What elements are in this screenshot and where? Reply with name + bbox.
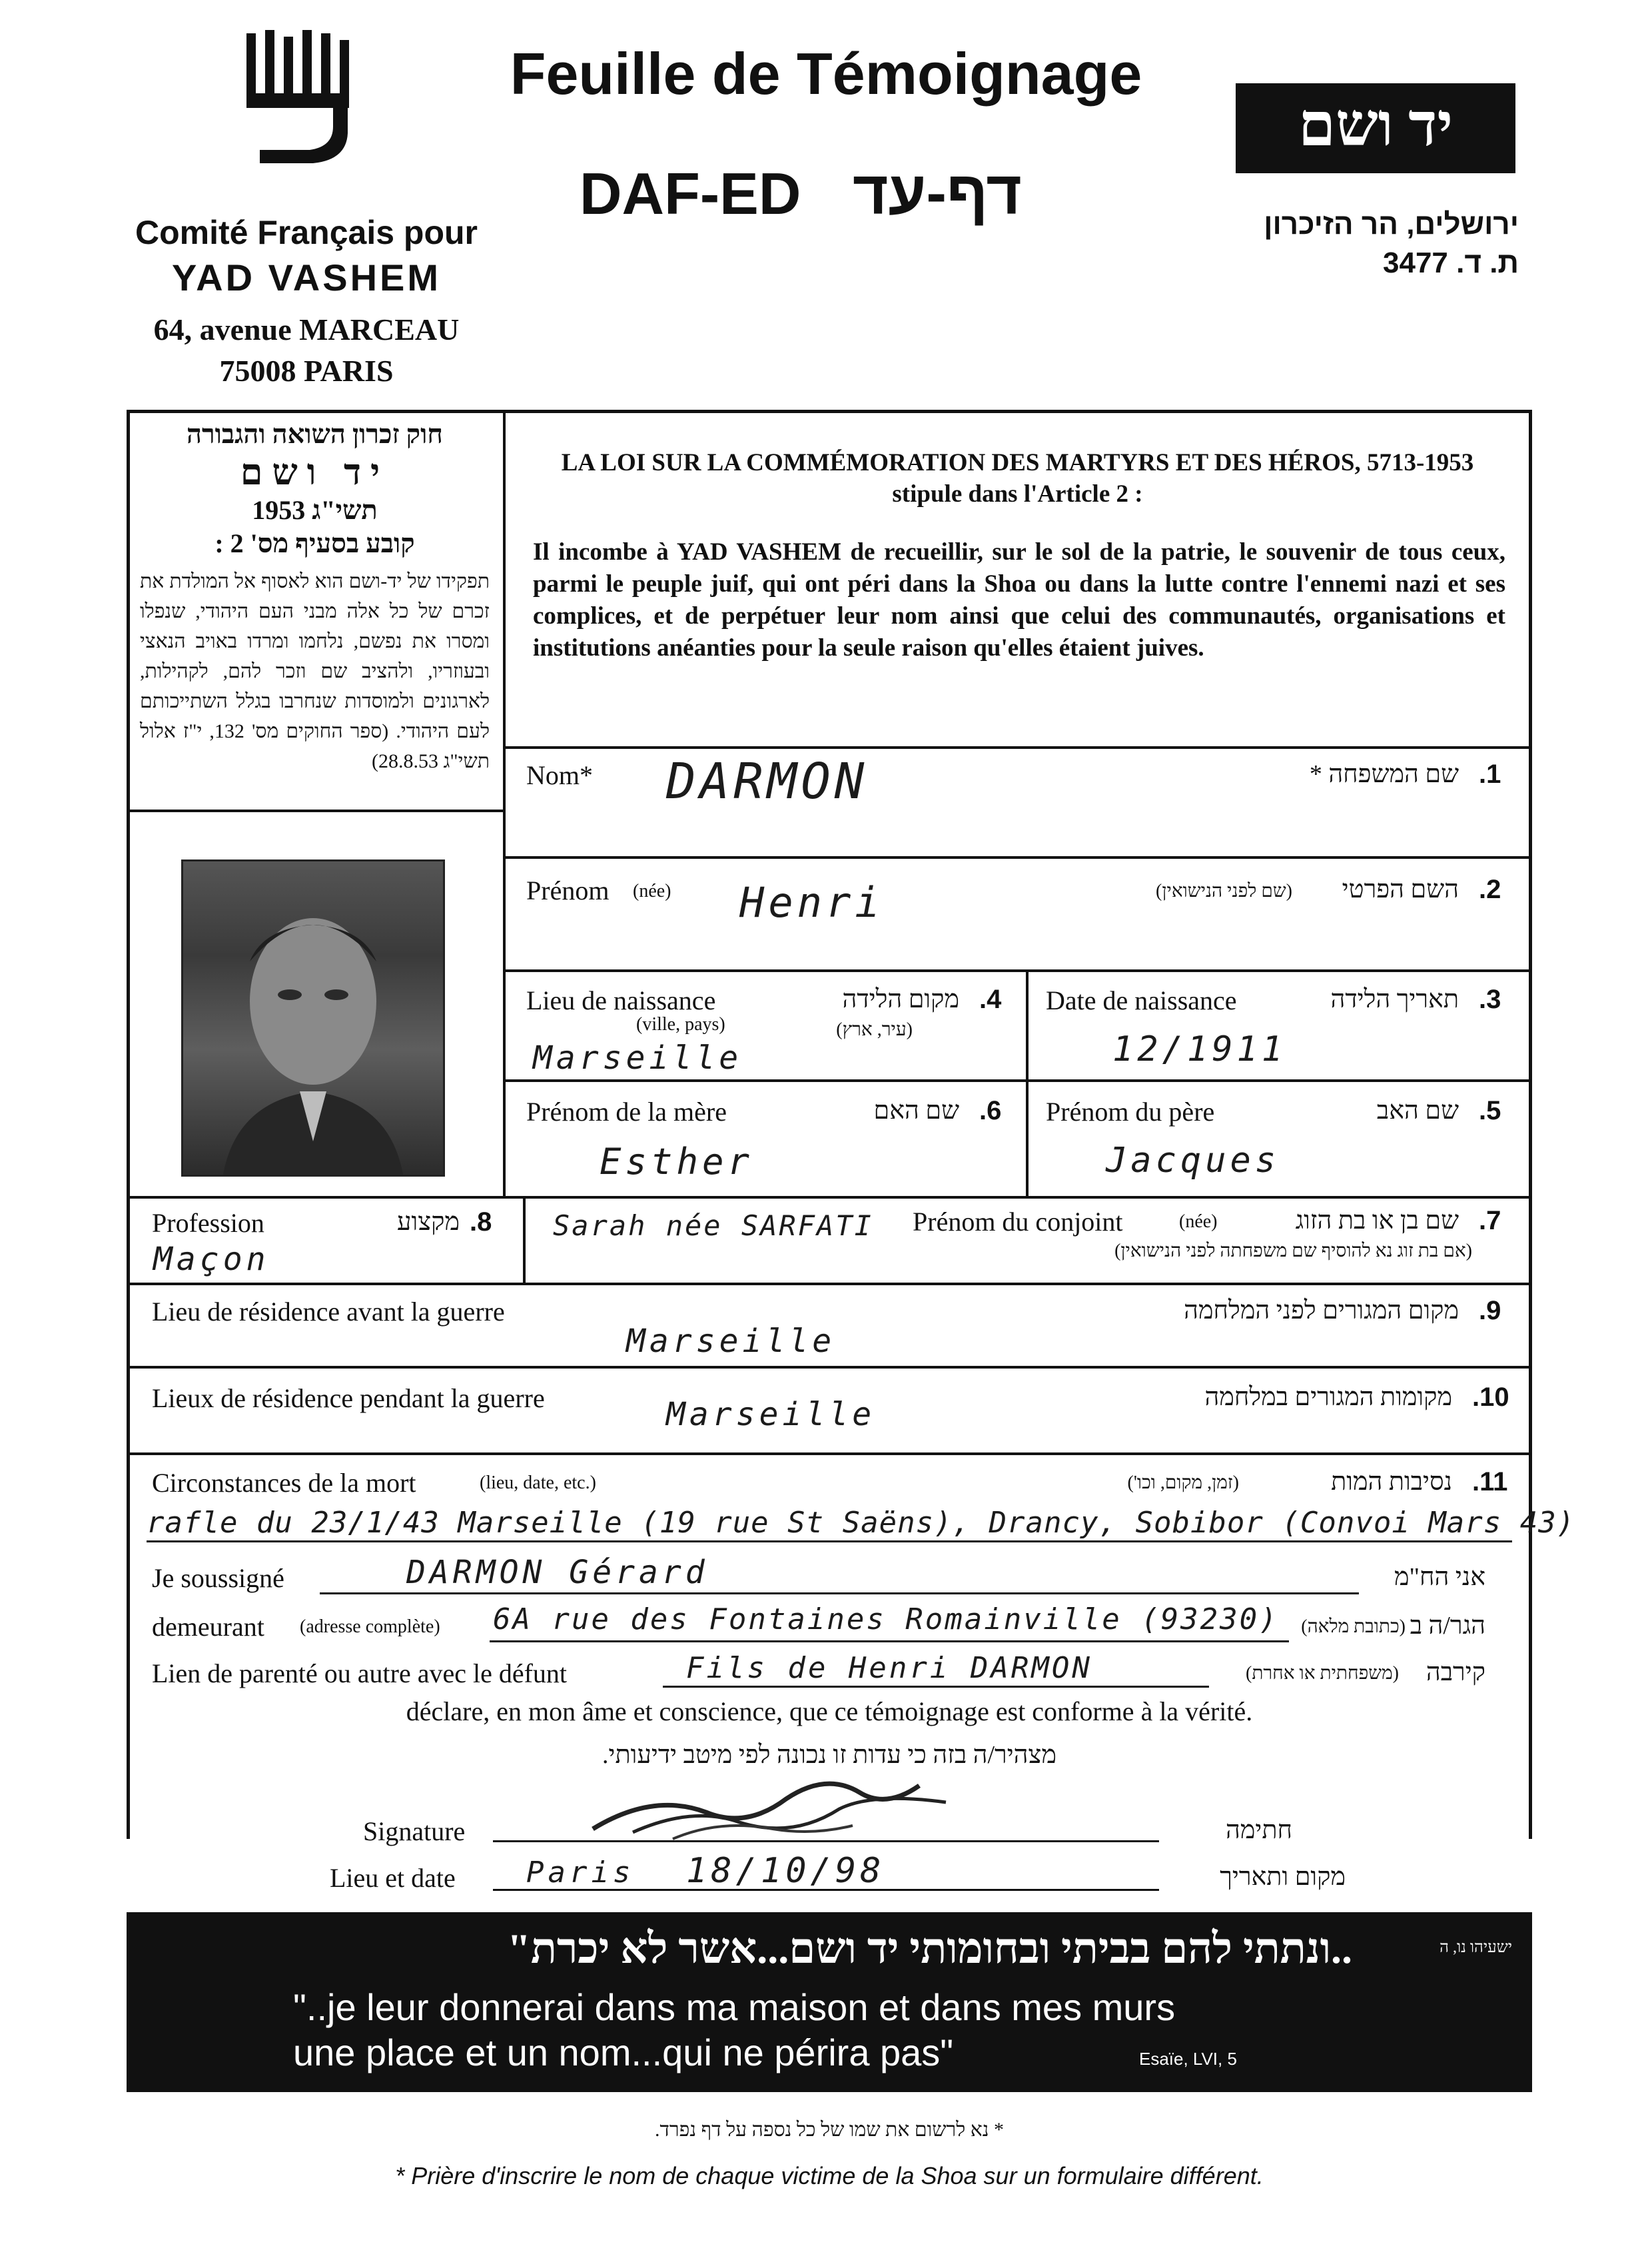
hebrew-law-year: תשי"ג 1953 bbox=[252, 495, 378, 525]
f1-value[interactable]: DARMON bbox=[666, 753, 869, 810]
sep-f9-bottom bbox=[127, 1366, 1532, 1369]
f11-value[interactable]: rafle du 23/1/43 Marseille (19 rue St Saëns), Drancy, Sobibor (Convoi Mars 43) bbox=[147, 1506, 1575, 1540]
f2-value[interactable]: Henri bbox=[739, 878, 884, 927]
f8-label: Profession bbox=[152, 1208, 264, 1238]
sep-law-bottom bbox=[503, 746, 1532, 749]
sep-f1-bottom bbox=[503, 856, 1532, 859]
f10-label: Lieux de résidence pendant la guerre bbox=[152, 1383, 545, 1413]
signature-label: Signature bbox=[363, 1816, 466, 1846]
f10-label-he: מקומות המגורים במלחמה bbox=[1204, 1383, 1452, 1411]
f7-label-small: (née) bbox=[1179, 1211, 1218, 1232]
f3-label-he: תאריך הלידה bbox=[1330, 985, 1459, 1013]
banner-hebrew: ..ונתתי להם בביתי ובחומותי יד ושם...אשר לא יכרת" bbox=[507, 1925, 1352, 1972]
f11-label-he-small: (זמן, מקום, וכו') bbox=[1127, 1472, 1239, 1493]
f10-num: .10 bbox=[1472, 1383, 1509, 1412]
banner-hebrew-ref: ישעיהו נו, ה bbox=[1440, 1939, 1512, 1956]
f2-label-small: (née) bbox=[633, 881, 671, 901]
declaration-fr: déclare, en mon âme et conscience, que ce témoignage est conforme à la vérité. bbox=[406, 1696, 1253, 1726]
sep-row78-top bbox=[127, 1196, 1532, 1199]
sep-f34-bottom bbox=[503, 1079, 1532, 1082]
f7-label-he: שם בן או בת הזוג bbox=[1295, 1207, 1459, 1235]
french-law-title: LA LOI SUR LA COMMÉMORATION DES MARTYRS ET DES HÉROS, 5713-1953 bbox=[561, 449, 1474, 476]
f3-value[interactable]: 12/1911 bbox=[1112, 1029, 1287, 1069]
declarant-name-label-he: אני הח"מ bbox=[1394, 1563, 1485, 1591]
banner-french-line2: une place et un nom...qui ne périra pas" bbox=[293, 2031, 954, 2073]
f2-label-he-small: (שם לפני הנישואין) bbox=[1156, 881, 1292, 901]
f9-label-he: מקום המגורים לפני המלחמה bbox=[1184, 1297, 1459, 1325]
declarant-name-label: Je soussigné bbox=[152, 1563, 284, 1593]
f4-value[interactable]: Marseille bbox=[533, 1039, 743, 1077]
signature-label-he: חתימה bbox=[1225, 1816, 1292, 1844]
declarant-name-underline bbox=[320, 1592, 1359, 1594]
f6-label: Prénom de la mère bbox=[526, 1097, 727, 1127]
form-border-left bbox=[127, 410, 130, 1839]
declarant-address-label-he-small: (כתובת מלאה) bbox=[1301, 1616, 1406, 1637]
f4-label: Lieu de naissance bbox=[526, 985, 716, 1015]
f2-num: .2 bbox=[1479, 875, 1501, 904]
right-block-divider bbox=[503, 410, 506, 1196]
sep-hebrew-law-bottom bbox=[127, 810, 506, 812]
hebrew-law-title: חוק זכרון השואה והגבורה bbox=[187, 419, 443, 449]
f6-num: .6 bbox=[979, 1096, 1002, 1125]
banner-french-line1: "..je leur donnerai dans ma maison et dans mes murs bbox=[293, 1986, 1176, 2028]
french-law-subtitle: stipule dans l'Article 2 : bbox=[892, 480, 1143, 508]
banner-french-ref: Esaïe, LVI, 5 bbox=[1139, 2049, 1237, 2069]
form-border-top bbox=[127, 410, 1532, 413]
f3-num: .3 bbox=[1479, 985, 1501, 1014]
declarant-relation-label: Lien de parenté ou autre avec le défunt bbox=[152, 1658, 568, 1688]
f5-label: Prénom du père bbox=[1046, 1097, 1215, 1127]
f10-value[interactable]: Marseille bbox=[666, 1396, 876, 1433]
hebrew-law-body: תפקידו של יד-ושם הוא לאסוף אל המולדת את זכרם של כל אלה מבני העם היהודי, שנפלו ומסרו את נפשם, נלחמו ומרדו באויב הנאצי ובעוזריו, ולהציב שם וזכר להם, לקהילות, לארגונים ולמוסדות שנחרבו בגלל השתייכותם לעם היהודי. (ספר החוקים מס' 132, י"ז אלול תשי"ג 28.8.53) bbox=[140, 570, 490, 772]
place-value[interactable]: Paris bbox=[526, 1856, 635, 1890]
f2-label: Prénom bbox=[526, 875, 610, 905]
f1-num: .1 bbox=[1479, 760, 1501, 789]
declarant-address-label-he: הגר/ה ב bbox=[1410, 1612, 1485, 1640]
f3-label: Date de naissance bbox=[1046, 985, 1237, 1015]
f5-label-he: שם האב bbox=[1376, 1097, 1459, 1125]
f7-label: Prénom du conjoint bbox=[913, 1207, 1123, 1237]
hebrew-law-article: קובע בסעיף מס' 2 : bbox=[214, 528, 415, 558]
org-address-line1: 64, avenue MARCEAU bbox=[153, 312, 460, 346]
right-address-line1: ירושלים, הר הזיכרון bbox=[1264, 208, 1519, 241]
sep-f10-bottom bbox=[127, 1452, 1532, 1455]
form-subtitle-latin: DAF-ED bbox=[580, 161, 801, 227]
form-subtitle-hebrew: דף-עד bbox=[853, 159, 1022, 227]
f7-value[interactable]: Sarah née SARFATI bbox=[553, 1209, 873, 1242]
f4-label-he: מקום הלידה bbox=[842, 985, 959, 1013]
f4-label-he-small: (עיר, ארץ) bbox=[836, 1019, 913, 1040]
f5-value[interactable]: Jacques bbox=[1106, 1141, 1280, 1181]
date-value[interactable]: 18/10/98 bbox=[686, 1851, 885, 1891]
declarant-relation-label-he: קירבה bbox=[1426, 1658, 1485, 1686]
f5-num: .5 bbox=[1479, 1096, 1501, 1125]
declarant-relation-value[interactable]: Fils de Henri DARMON bbox=[686, 1651, 1092, 1685]
quote-banner bbox=[127, 1912, 1532, 2092]
declarant-address-value[interactable]: 6A rue des Fontaines Romainville (93230) bbox=[493, 1602, 1279, 1636]
sep-f34-mid bbox=[1026, 969, 1029, 1196]
signature-scribble bbox=[573, 1766, 973, 1852]
sep-f2-bottom bbox=[503, 969, 1532, 972]
f1-label-he: שם המשפחה * bbox=[1309, 760, 1459, 788]
declarant-relation-underline bbox=[663, 1686, 1209, 1688]
f7-num: .7 bbox=[1479, 1206, 1501, 1235]
right-address-line2: ת. ד. 3477 bbox=[1383, 247, 1519, 279]
f7-label-he-small: (אם בת זוג נא להוסיף שם משפחתה לפני הנישואין) bbox=[1114, 1241, 1472, 1261]
f1-label: Nom* bbox=[526, 760, 593, 790]
f8-num: .8 bbox=[470, 1207, 492, 1237]
form-title: Feuille de Témoignage bbox=[510, 41, 1142, 107]
f2-label-he: השם הפרטי bbox=[1342, 875, 1459, 903]
sep-row78-mid bbox=[523, 1196, 526, 1283]
place-date-label-he: מקום ותאריך bbox=[1220, 1863, 1346, 1891]
french-law-body: Il incombe à YAD VASHEM de recueillir, sur le sol de la patrie, le souvenir de tous ceux, parmi le peuple juif, qui ont péri dans la Shoa ou dans la lutte contre l'ennemi nazi et ses complices, et de perpétuer leur nom ainsi que celui des communautés, organisations et institutions anéanties pour la seule raison qu'elles étaient juives. bbox=[533, 538, 1505, 662]
footer-french: * Prière d'inscrire le nom de chaque victime de la Shoa sur un formulaire différent. bbox=[395, 2162, 1264, 2189]
declarant-address-underline bbox=[490, 1640, 1289, 1642]
hebrew-law-yad-vashem: יד ושם bbox=[240, 452, 390, 492]
place-date-label: Lieu et date bbox=[330, 1863, 456, 1893]
declaration-he: מצהיר/ה בזה כי עדות זו נכונה לפי מיטב ידיעותי. bbox=[602, 1741, 1056, 1769]
f6-label-he: שם האם bbox=[873, 1097, 959, 1125]
f11-label: Circonstances de la mort bbox=[152, 1468, 416, 1498]
f4-num: .4 bbox=[979, 985, 1002, 1014]
org-yad-vashem: YAD VASHEM bbox=[171, 257, 442, 298]
f8-value[interactable]: Maçon bbox=[153, 1241, 270, 1278]
sep-row78-bottom bbox=[127, 1283, 1532, 1285]
f9-num: .9 bbox=[1479, 1296, 1501, 1325]
declarant-name-value[interactable]: DARMON Gérard bbox=[406, 1554, 709, 1591]
org-address-line2: 75008 PARIS bbox=[219, 354, 394, 388]
menorah-hand-logo bbox=[233, 27, 366, 173]
f11-underline bbox=[147, 1540, 1512, 1542]
f9-value[interactable]: Marseille bbox=[626, 1323, 836, 1360]
declarant-address-label: demeurant bbox=[152, 1612, 264, 1642]
footer-hebrew: * נא לרשום את שמו של כל נספה על דף נפרד. bbox=[654, 2119, 1005, 2141]
yad-vashem-logo: יד ושם bbox=[1236, 83, 1515, 173]
form-border-right bbox=[1529, 410, 1532, 1839]
f11-label-he: נסיבות המות bbox=[1331, 1468, 1452, 1496]
f11-num: .11 bbox=[1472, 1467, 1508, 1496]
f6-value[interactable]: Esther bbox=[600, 1141, 754, 1183]
portrait-photo bbox=[181, 859, 445, 1177]
org-name: Comité Français pour bbox=[135, 214, 478, 251]
f11-label-small: (lieu, date, etc.) bbox=[480, 1472, 596, 1493]
declarant-address-label-small: (adresse complète) bbox=[300, 1616, 440, 1637]
f8-label-he: מקצוע bbox=[397, 1208, 460, 1236]
f9-label: Lieu de résidence avant la guerre bbox=[152, 1297, 505, 1327]
declarant-relation-label-he-small: (משפחתית או אחרת) bbox=[1246, 1663, 1399, 1684]
f4-label-small: (ville, pays) bbox=[636, 1014, 725, 1035]
